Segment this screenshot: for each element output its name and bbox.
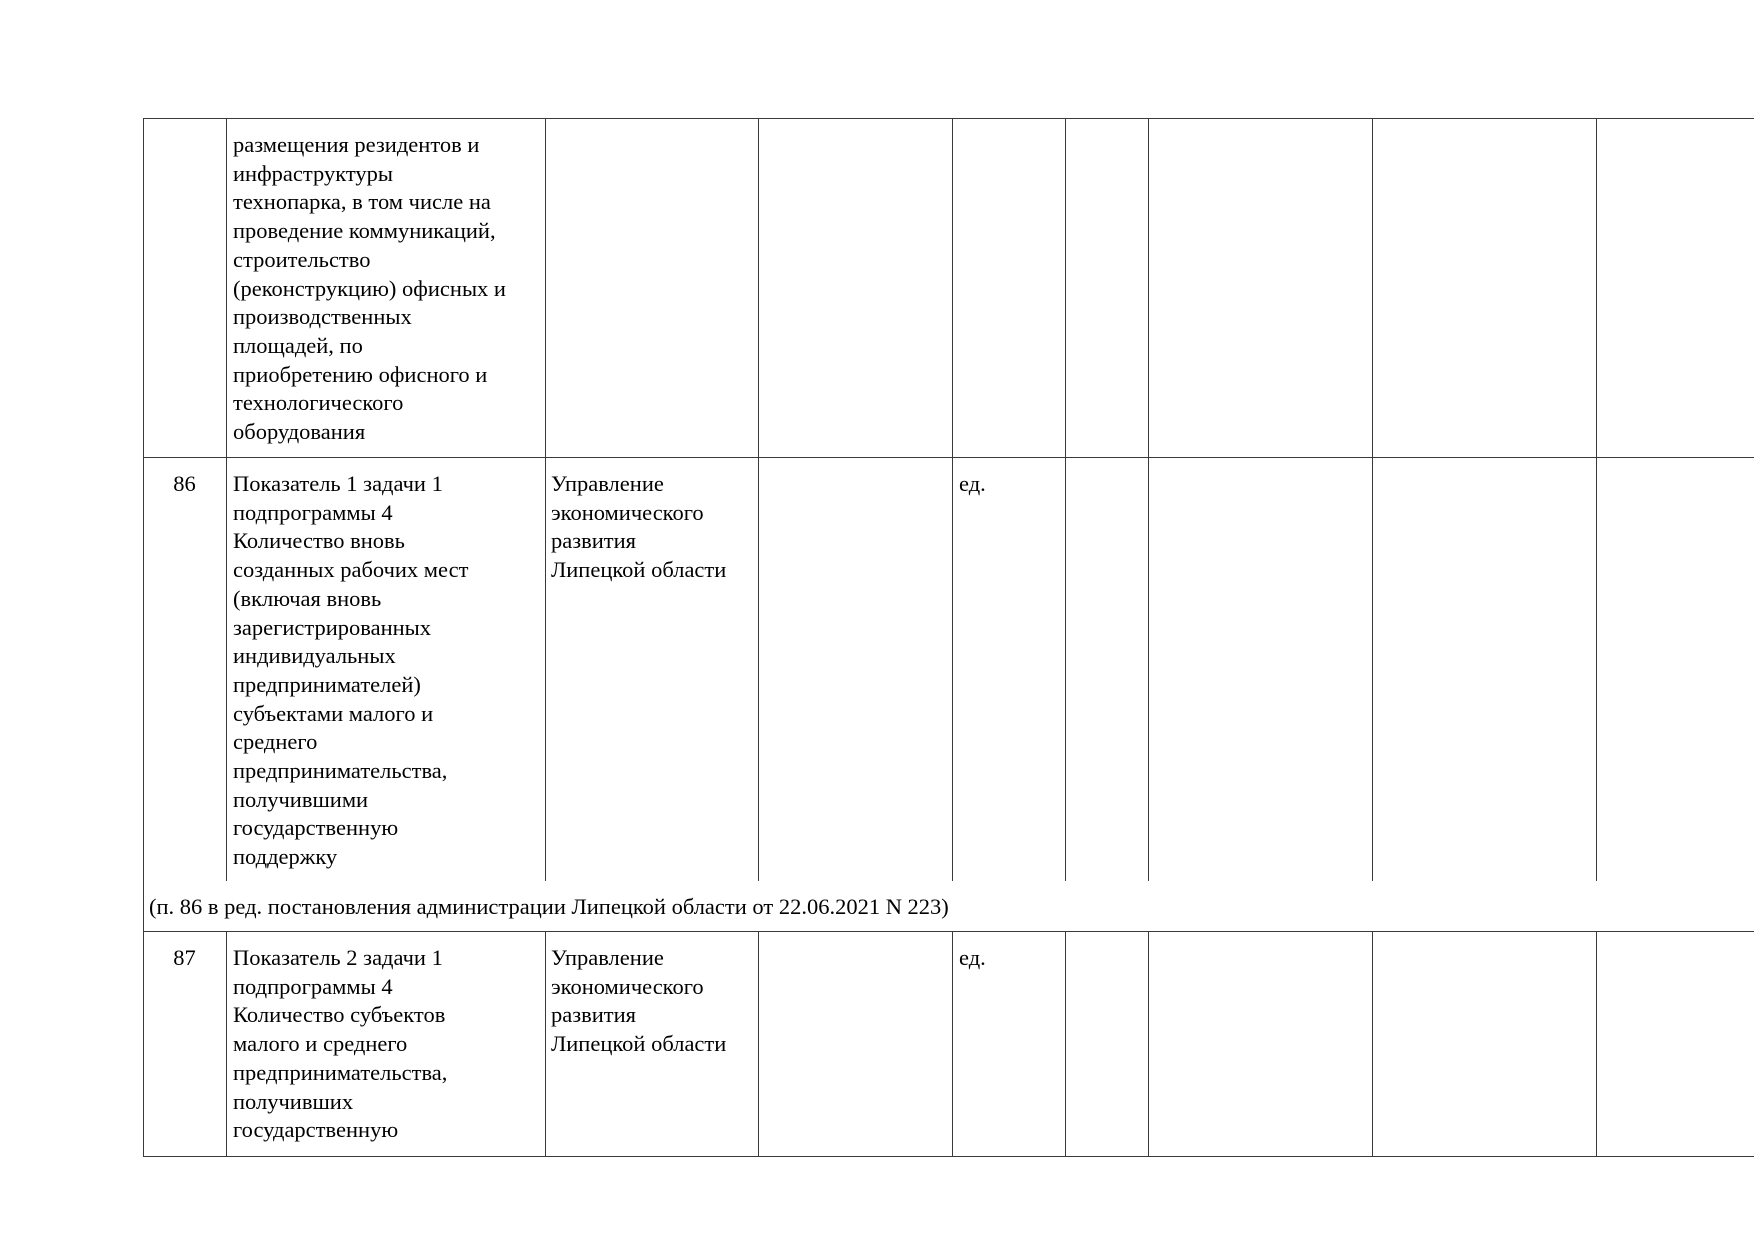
text-line: Липецкой области [551, 557, 727, 583]
col-border-2-lower [545, 931, 546, 1156]
table-top-border [143, 118, 1754, 119]
col-border-6-lower [1148, 931, 1149, 1156]
text-line: инфраструктуры [233, 160, 393, 186]
text-line: Липецкой области [551, 1031, 727, 1057]
text-line: технопарка, в том числе на [233, 189, 491, 215]
row-divider-85-86 [143, 457, 1754, 458]
col-border-8 [1596, 118, 1597, 881]
text-line: подпрограммы 4 [233, 499, 393, 525]
row-86-description [233, 470, 468, 872]
col-border-3 [758, 118, 759, 881]
text-line: Количество субъектов [233, 1002, 446, 1028]
text-line: зарегистрированных [233, 614, 432, 640]
col-border-2 [545, 118, 546, 881]
row-87-executor [551, 944, 726, 1059]
text-line: созданных рабочих мест [233, 557, 469, 583]
text-line: Показатель 1 задачи 1 [233, 471, 443, 496]
text-line: индивидуальных [233, 643, 396, 669]
text-line: экономического [551, 973, 704, 999]
col-border-left [143, 118, 144, 881]
col-border-5 [1065, 118, 1066, 881]
text-line: технологического [233, 390, 404, 416]
text-line: (реконструкцию) офисных и [233, 275, 506, 301]
text-line: развития [551, 528, 637, 554]
text-line: государственную [233, 815, 399, 841]
row-86-executor [551, 470, 726, 585]
amendment-note: (п. 86 в ред. постановления администрации Липецкой области от 22.06.2021 N 223) [149, 894, 949, 919]
text-line: малого и среднего [233, 1031, 408, 1057]
text-line: площадей, по [233, 332, 363, 358]
text-line: получивших [233, 1088, 354, 1114]
row-divider-note-87 [143, 931, 1754, 932]
text-line: Количество вновь [233, 528, 405, 554]
col-border-4-lower [952, 931, 953, 1156]
text-line: приобретению офисного и [233, 361, 488, 387]
text-line: государственную [233, 1117, 399, 1143]
note-border-left [143, 881, 144, 931]
text-line: среднего [233, 729, 318, 755]
col-border-3-lower [758, 931, 759, 1156]
col-border-7 [1372, 118, 1373, 881]
text-line: строительство [233, 246, 371, 272]
text-line: Управление [551, 945, 664, 970]
row-86-unit: ед. [959, 471, 986, 496]
text-line: развития [551, 1002, 637, 1028]
text-line: оборудования [233, 419, 366, 445]
row-87-number: 87 [173, 945, 196, 970]
continuation-description [233, 131, 506, 447]
text-line: размещения резидентов и [233, 132, 480, 157]
text-line: получившими [233, 786, 369, 812]
text-line: поддержку [233, 844, 338, 870]
text-line: Показатель 2 задачи 1 [233, 945, 443, 970]
text-line: (включая вновь [233, 585, 382, 611]
col-border-1-lower [226, 931, 227, 1156]
col-border-7-lower [1372, 931, 1373, 1156]
text-line: субъектами малого и [233, 700, 434, 726]
row-86-number: 86 [173, 471, 196, 496]
col-border-8-lower [1596, 931, 1597, 1156]
col-border-5-lower [1065, 931, 1066, 1156]
col-border-6 [1148, 118, 1149, 881]
row-87-unit: ед. [959, 945, 986, 970]
text-line: предпринимательства, [233, 1059, 448, 1085]
text-line: производственных [233, 304, 412, 330]
text-line: предпринимательства, [233, 758, 448, 784]
text-line: подпрограммы 4 [233, 973, 393, 999]
text-line: предпринимателей) [233, 671, 421, 697]
col-border-1 [226, 118, 227, 881]
text-line: проведение коммуникаций, [233, 218, 496, 244]
col-border-4 [952, 118, 953, 881]
table-bottom-border [143, 1156, 1754, 1157]
row-87-description [233, 944, 447, 1145]
text-line: экономического [551, 499, 704, 525]
text-line: Управление [551, 471, 664, 496]
